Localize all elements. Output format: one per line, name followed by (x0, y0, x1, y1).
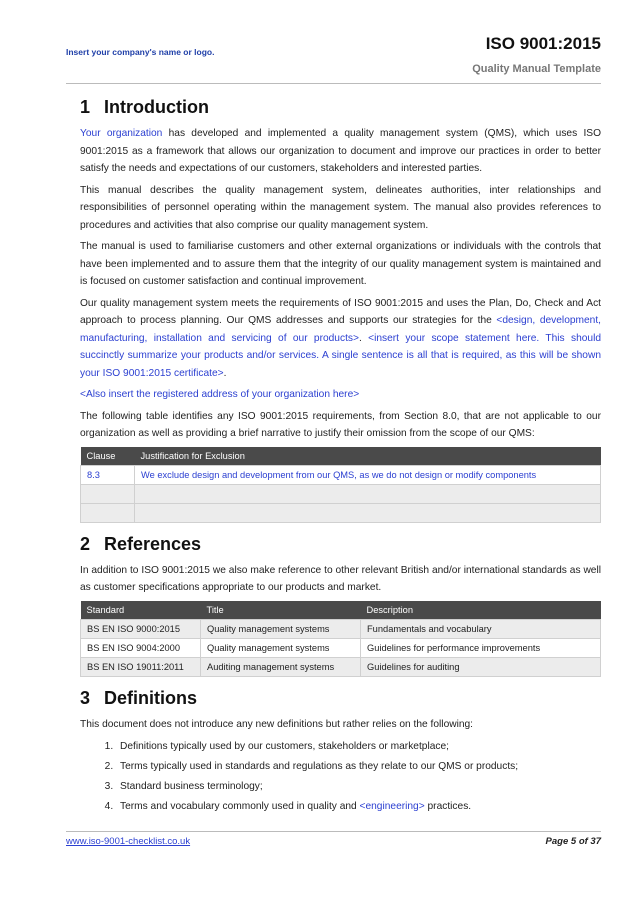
page-content (80, 96, 601, 817)
section-number: 1 (80, 97, 91, 117)
list-item: 2. Terms typically used in standards and regulations as they relate to our QMS or products; (116, 757, 601, 777)
table-cell: We exclude design and development from our QMS, as we do not design or modify components (135, 465, 601, 484)
table-cell (81, 503, 135, 522)
section-title: References (104, 533, 202, 554)
table-row (81, 657, 601, 676)
table-row (81, 638, 601, 657)
logo-placeholder: Insert your company's name or logo. (66, 47, 215, 57)
table-cell: Quality management systems (201, 638, 361, 657)
placeholder-text: Your organization (80, 128, 163, 139)
paragraph: This document does not introduce any new definitions but rather relies on the following: (80, 718, 474, 730)
section-heading-introduction (80, 96, 601, 118)
footer-divider (66, 831, 601, 832)
placeholder-text: <design, development, manufacturing, installation and servicing of our products> (80, 315, 602, 344)
table-header-cell: Justification for Exclusion (135, 447, 601, 466)
paragraph: The following table identifies any ISO 9001:2015 requirements, from Section 8.0, that are not applicable to our organization as well as providing a brief narrative to justify their omission from the scope of our QMS: (80, 410, 601, 439)
table-row (81, 465, 601, 484)
table-header-row (81, 601, 601, 620)
references-table (80, 601, 601, 677)
table-cell (81, 484, 135, 503)
table-header-cell: Description (361, 601, 601, 620)
paragraph: This manual describes the quality management system, delineates authorities, inter relationships and responsibilities of personnel operating within the management system. The manual also provides references to procedures and activities that also comprise our quality management system. (80, 184, 601, 231)
table-cell: 8.3 (81, 465, 135, 484)
list-item: 3. Standard business terminology; (116, 777, 601, 797)
paragraph: Our quality management system meets the requirements of ISO 9001:2015 and uses the Plan, Do, Check and Act approach to process planning. Our QMS addresses and supports our strategies for the <design, development, manufacturing, installation and servicing of our products>. <insert your scope statement here. This should succinctly summarize your products and/or services. A single sentence is all that is required, as this will be shown your ISO 9001:2015 certificate>. (80, 297, 602, 379)
placeholder-paragraph: <Also insert the registered address of your organization here> (80, 389, 360, 400)
header-divider (66, 83, 601, 84)
table-header-cell: Title (201, 601, 361, 620)
table-row (81, 619, 601, 638)
website-link[interactable]: www.iso-9001-checklist.co.uk (66, 836, 191, 847)
table-cell: Fundamentals and vocabulary (361, 619, 601, 638)
section-title: Introduction (104, 97, 209, 117)
table-header-cell: Clause (81, 447, 135, 466)
section-title: Definitions (104, 687, 197, 708)
section-number: 3 (80, 687, 91, 708)
table-cell (135, 503, 601, 522)
table-header-cell: Standard (81, 601, 201, 620)
list-item: 1. Definitions typically used by our customers, stakeholders or marketplace; (116, 737, 601, 757)
paragraph: In addition to ISO 9001:2015 we also make reference to other relevant British and/or international standards as well as customer specifications appropriate to our products and market. (80, 564, 601, 593)
placeholder-text: <insert your scope statement here. This should succinctly summarize your products and/or services. A single sentence is all that is required, as this will be shown your ISO 9001:2015 certificate> (80, 332, 602, 379)
document-subtitle: Quality Manual Template (472, 63, 601, 75)
page-number: Page 5 of 37 (545, 836, 601, 847)
document-title: ISO 9001:2015 (485, 34, 601, 53)
table-cell (135, 484, 601, 503)
section-number: 2 (80, 533, 91, 554)
table-cell: BS EN ISO 19011:2011 (81, 657, 201, 676)
paragraph: Your organization has developed and implemented a quality management system (QMS), which uses ISO 9001:2015 as a framework that allows our organization to document and improve our practices in order to better satisfy the needs and expectations of our customers, stakeholders and interested parties. (80, 128, 602, 174)
section-heading-references (80, 533, 601, 555)
placeholder-text: <engineering> (359, 801, 425, 812)
exclusion-table (80, 447, 601, 523)
section-heading-definitions (80, 687, 601, 709)
table-cell: Guidelines for performance improvements (361, 638, 601, 657)
table-row (81, 484, 601, 503)
paragraph: The manual is used to familiarise customers and other external organizations or individuals with the controls that have been implemented and to assure them that the integrity of our quality management system is maintained and is focused on customer satisfaction and continual improvement. (80, 241, 601, 287)
table-cell: Auditing management systems (201, 657, 361, 676)
table-row (81, 503, 601, 522)
table-cell: Guidelines for auditing (361, 657, 601, 676)
table-cell: BS EN ISO 9000:2015 (81, 619, 201, 638)
definitions-list (80, 737, 601, 817)
table-header-row (81, 447, 601, 466)
table-cell: BS EN ISO 9004:2000 (81, 638, 201, 657)
table-cell: Quality management systems (201, 619, 361, 638)
list-item: 4. Terms and vocabulary commonly used in quality and <engineering> practices. (116, 797, 601, 817)
